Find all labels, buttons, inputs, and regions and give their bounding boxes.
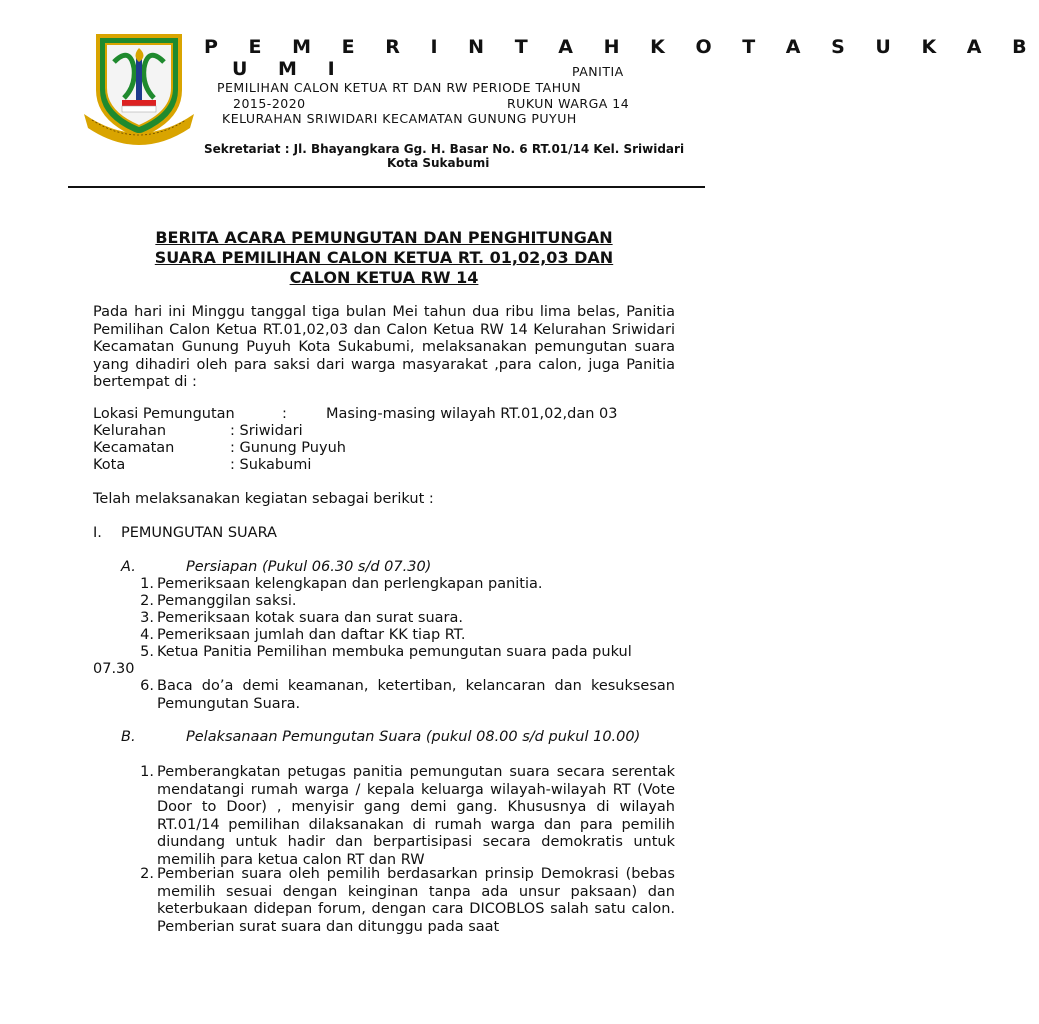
- a-item1-number: 1.: [140, 576, 154, 592]
- header-rukun-warga: RUKUN WARGA 14: [507, 96, 630, 111]
- a-item3-number: 3.: [140, 610, 154, 626]
- sub-b-letter: B.: [121, 729, 136, 745]
- a-item6-text: Baca do’a demi keamanan, ketertiban, kelancaran dan kesuksesan Pemungutan Suara.: [157, 678, 675, 712]
- a-item4-text: Pemeriksaan jumlah dan daftar KK tiap RT.: [157, 627, 466, 643]
- kecamatan-value: : Gunung Puyuh: [230, 440, 346, 456]
- b-item1-number: 1.: [140, 764, 154, 780]
- kelurahan-value: : Sriwidari: [230, 423, 303, 439]
- city-emblem-logo: [78, 28, 200, 150]
- header-sekretariat-line2: Kota Sukabumi: [387, 156, 490, 170]
- header-pemilihan-line: PEMILIHAN CALON KETUA RT DAN RW PERIODE TAHUN: [217, 80, 582, 95]
- sub-a-title: Persiapan (Pukul 06.30 s/d 07.30): [186, 559, 432, 575]
- b-item2-number: 2.: [140, 866, 154, 882]
- kecamatan-label: Kecamatan: [93, 440, 175, 456]
- doc-title-line3: CALON KETUA RW 14: [289, 268, 479, 287]
- section1-title: PEMUNGUTAN SUARA: [121, 525, 277, 541]
- activities-intro: Telah melaksanakan kegiatan sebagai berikut :: [93, 491, 434, 507]
- lokasi-value: Masing-masing wilayah RT.01,02,dan 03: [326, 406, 618, 422]
- a-item6-number: 6.: [140, 678, 154, 694]
- header-title-line2: U M I: [232, 58, 347, 80]
- a-item5-continuation: 07.30: [93, 661, 135, 677]
- section1-number: I.: [93, 525, 102, 541]
- header-sekretariat-line1: Sekretariat : Jl. Bhayangkara Gg. H. Basar No. 6 RT.01/14 Kel. Sriwidari: [204, 142, 685, 156]
- lokasi-label: Lokasi Pemungutan: [93, 406, 235, 422]
- header-periode: 2015-2020: [233, 96, 306, 111]
- kota-label: Kota: [93, 457, 126, 473]
- a-item2-text: Pemanggilan saksi.: [157, 593, 297, 609]
- a-item5-number: 5.: [140, 644, 154, 660]
- header-kelurahan: KELURAHAN SRIWIDARI KECAMATAN GUNUNG PUYUH: [222, 111, 577, 126]
- header-title-line1: P E M E R I N T A H K O T A S U K A B: [204, 36, 1039, 58]
- kelurahan-label: Kelurahan: [93, 423, 167, 439]
- sub-a-letter: A.: [121, 559, 136, 575]
- a-item2-number: 2.: [140, 593, 154, 609]
- a-item3-text: Pemeriksaan kotak suara dan surat suara.: [157, 610, 463, 626]
- header-panitia: PANITIA: [572, 64, 624, 79]
- sub-b-title: Pelaksanaan Pemungutan Suara (pukul 08.00 s/d pukul 10.00): [186, 729, 641, 745]
- b-item1-text: Pemberangkatan petugas panitia pemungutan suara secara serentak mendatangi rumah warga / kepala keluarga wilayah-wilayah RT (Vote Door to Door) , menyisir gang demi gang. Khususnya di wilayah RT.01/14 pemilihan dilaksanakan di rumah warga dan para pemilih diundang untuk hadir dan berpartisipasi secara demokratis untuk memilih para ketua calon RT dan RW: [157, 764, 675, 868]
- intro-paragraph: Pada hari ini Minggu tanggal tiga bulan Mei tahun dua ribu lima belas, Panitia Pemilihan Calon Ketua RT.01,02,03 dan Calon Ketua RW 14 Kelurahan Sriwidari Kecamatan Gunung Puyuh Kota Sukabumi, melaksanakan pemungutan suara yang dihadiri oleh para saksi dari warga masyarakat ,para calon, juga Panitia bertempat di :: [93, 304, 675, 390]
- a-item1-text: Pemeriksaan kelengkapan dan perlengkapan panitia.: [157, 576, 543, 592]
- kota-value: : Sukabumi: [230, 457, 312, 473]
- doc-title-line2: SUARA PEMILIHAN CALON KETUA RT. 01,02,03 DAN: [154, 248, 614, 267]
- a-item4-number: 4.: [140, 627, 154, 643]
- a-item5-text: Ketua Panitia Pemilihan membuka pemungutan suara pada pukul: [157, 644, 632, 660]
- lokasi-sep: :: [282, 406, 287, 422]
- header-divider: [68, 186, 705, 188]
- b-item2-text: Pemberian suara oleh pemilih berdasarkan prinsip Demokrasi (bebas memilih sesuai dengan keinginan tanpa ada unsur paksaan) dan keterbukaan didepan forum, dengan cara DICOBLOS salah satu calon. Pemberian surat suara dan ditunggu pada saat: [157, 866, 675, 935]
- doc-title-line1: BERITA ACARA PEMUNGUTAN DAN PENGHITUNGAN: [155, 228, 613, 247]
